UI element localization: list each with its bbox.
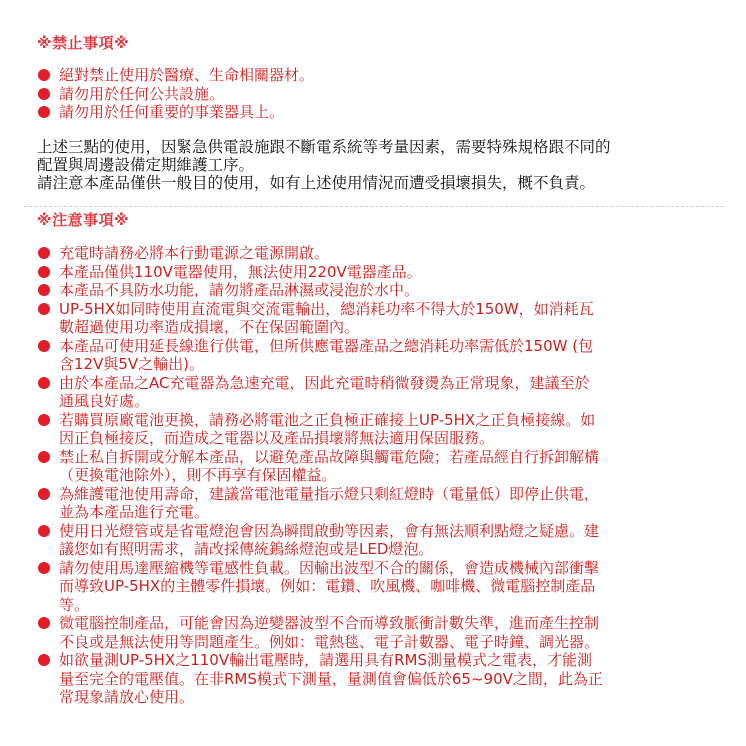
bullet-icon: [38, 340, 50, 352]
note-line: 微電腦控制產品，可能會因為逆變器波型不合而導致脈衝計數失準，進而產生控制: [59, 614, 600, 632]
note-line: 而導致UP-5HX的主體零件損壞。例如：電鑽、吹風機、咖啡機、微電腦控制產品: [59, 577, 596, 595]
note-item: [37, 651, 727, 707]
bullet-icon: [38, 266, 50, 278]
note-item: [37, 263, 727, 282]
note-item: [37, 614, 727, 651]
note-line: 通風良好處。: [59, 392, 150, 410]
disclaimer-line: 配置與周邊設備定期維護工序。: [37, 156, 255, 174]
note-item: [37, 337, 727, 374]
note-line: （更換電池除外），則不再享有保固權益。: [59, 466, 337, 484]
note-line: 使用日光燈管或是省電燈泡會因為瞬間啟動等因素，會有無法順利點燈之疑慮。建: [59, 521, 600, 540]
note-line: 不良或是無法使用等問題產生。例如：電熱毯、電子計數器、電子時鐘、調光器。: [59, 632, 600, 651]
note-line: 如欲量測UP-5HX之110V輸出電壓時，請選用具有RMS測量模式之電表，才能測: [59, 651, 592, 669]
bullet-icon: [38, 562, 50, 574]
note-item: [37, 281, 727, 300]
bullet-icon: [38, 488, 50, 500]
note-line: 並為本產品進行充電。: [59, 503, 210, 521]
bullet-icon: [38, 414, 50, 426]
note-line: 本產品僅供110V電器使用，無法使用220V電器產品。: [59, 262, 422, 281]
disclaimer-line: 上述三點的使用，因緊急供電設施跟不斷電系統等考量因素，需要特殊規格跟不同的: [37, 138, 611, 156]
note-line: 因正負極接反，而造成之電器以及產品損壞將無法適用保固服務。: [59, 429, 495, 447]
note-item: [37, 448, 727, 485]
note-line: UP-5HX如同時使用直流電與交流電輸出，總消耗功率不得大於150W，如消耗瓦: [59, 299, 594, 318]
note-line: 議您如有照明需求，請改採傳統鎢絲燈泡或是LED燈泡。: [59, 540, 434, 558]
bullet-icon: [38, 617, 50, 629]
bullet-icon: [38, 525, 50, 537]
disclaimer-paragraph: [37, 138, 717, 192]
bullet-icon: [38, 284, 50, 296]
note-line: 本產品可使用延長線進行供電，但所供應電器產品之總消耗功率需低於150W (包: [59, 336, 594, 355]
note-line: 請勿使用馬達壓縮機等電感性負載。因輸出波型不合的關係，會造成機械內部衝擊: [59, 558, 600, 577]
bullet-icon: [38, 69, 50, 81]
note-item: [37, 411, 727, 448]
note-item: [37, 244, 727, 263]
bullet-icon: [38, 88, 50, 100]
note-line: 為維護電池使用壽命，建議當電池電量指示燈只剩紅燈時（電量低）即停止供電，: [59, 484, 600, 503]
note-item: [37, 374, 727, 411]
note-line: 本產品不具防水功能，請勿將產品淋濕或浸泡於水中。: [59, 281, 420, 299]
prohibited-item: 請勿用於任何公共設施。: [37, 85, 717, 104]
section-divider: [24, 206, 724, 207]
note-item: [37, 559, 727, 615]
note-line: 等。: [59, 595, 90, 614]
bullet-icon: [38, 303, 50, 315]
note-item: [37, 522, 727, 559]
note-line: 常現象請放心使用。: [59, 688, 195, 706]
note-line: 禁止私自拆開或分解本產品，以避免產品故障與觸電危險；若產品經自行拆卸解構: [59, 447, 600, 466]
bullet-icon: [38, 106, 50, 118]
note-line: 含12V與5V之輸出)。: [59, 355, 205, 373]
note-line: 充電時請務必將本行動電源之電源開啟。: [59, 244, 330, 262]
notes-title: ※注意事項※: [37, 211, 130, 229]
note-item: [37, 300, 727, 337]
prohibited-list: [37, 66, 717, 122]
bullet-icon: [38, 654, 50, 666]
bullet-icon: [38, 451, 50, 463]
bullet-icon: [38, 377, 50, 389]
bullet-icon: [38, 247, 50, 259]
prohibited-item: 絕對禁止使用於醫療、生命相關器材。: [37, 66, 717, 85]
note-line: 量至完全的電壓值。在非RMS模式下測量，量測值會偏低於65~90V之間，此為正: [59, 669, 603, 688]
note-line: 由於本產品之AC充電器為急速充電，因此充電時稍微發燙為正常現象，建議至於: [59, 373, 590, 392]
note-line: 數超過使用功率造成損壞，不在保固範圍內。: [59, 318, 360, 336]
note-line: 若購買原廠電池更換，請務必將電池之正負極正確接上UP-5HX之正負極接線。如: [59, 410, 596, 429]
notes-list: [37, 244, 727, 707]
note-item: [37, 485, 727, 522]
prohibited-title: ※禁止事項※: [37, 34, 130, 52]
disclaimer-line: 請注意本產品僅供一般目的使用，如有上述使用情況而遭受損壞損失，概不負責。: [37, 174, 596, 192]
prohibited-item: 請勿用於任何重要的事業器具上。: [37, 103, 717, 122]
